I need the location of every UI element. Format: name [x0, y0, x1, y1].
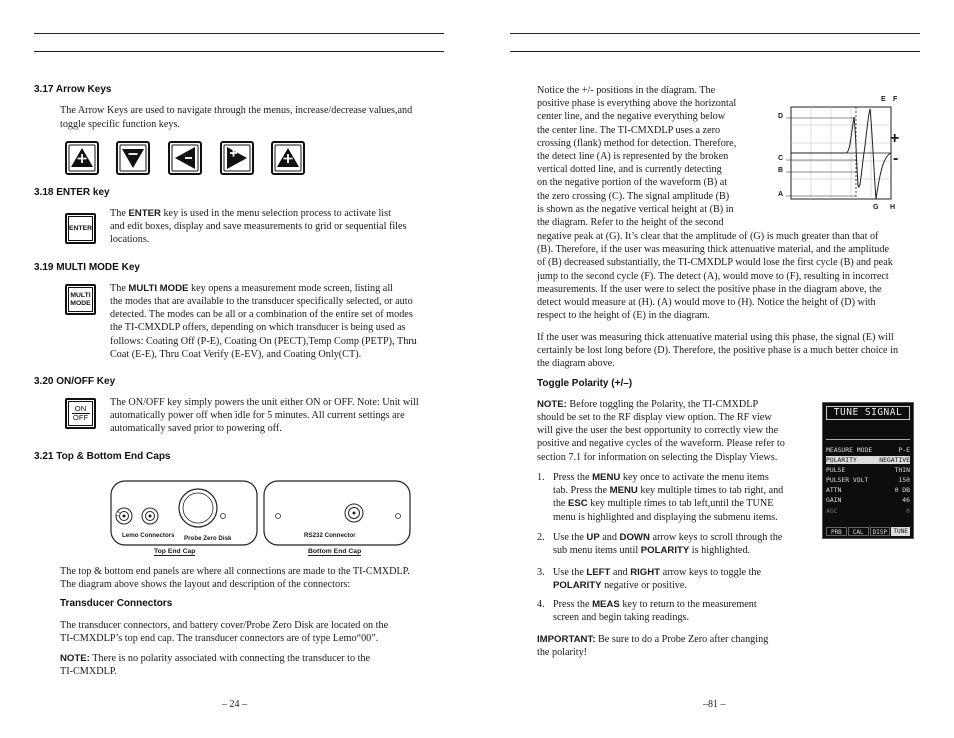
end-caps-text-1: The top & bottom end panels are where all connections are made to the TI-CMXDLP. — [60, 566, 410, 577]
probe-zero-disk-label: Probe Zero Disk — [184, 535, 232, 542]
wide-paragraph-line: jump to the second cycle (F). The detect (A), would move to (F), resulting in incorrect — [537, 270, 889, 282]
lcd-row-label: PULSER VOLT — [826, 476, 869, 484]
waveform-label-h: H — [890, 204, 896, 211]
lcd-row-label: PULSE — [826, 466, 846, 474]
right-arrow-key-icon — [220, 141, 254, 180]
toggle-note-line: should be set to the RF display view option. The RF view — [537, 412, 772, 423]
lcd-tab-cal: CAL — [848, 527, 869, 536]
second-paragraph-line: If the user was measuring thick attenuative material using this phase, the signal (E) will — [537, 332, 894, 343]
intro-line: the diagram. Refer to the height of the second — [537, 217, 724, 228]
section-heading-3-20: 3.20 ON/OFF Key — [34, 376, 116, 387]
step-number: 2. — [537, 532, 545, 543]
lcd-menu-row — [826, 507, 910, 515]
intro-line: the zero crossing (C). The signal amplitude (B) — [537, 190, 730, 202]
step-text-line: Use the UP and DOWN arrow keys to scroll through the — [553, 532, 783, 543]
intro-line: the center line. The TI-CMXDLP uses a zero — [537, 124, 721, 136]
waveform-label-f: F — [893, 96, 898, 103]
lcd-menu-row — [826, 476, 910, 484]
lcd-row-value: 150 — [898, 476, 910, 484]
lcd-menu-row — [826, 486, 910, 494]
multi-mode-key-icon — [65, 284, 96, 315]
lcd-row-label: ATTN — [826, 486, 842, 494]
lcd-tab-disp: DISP — [870, 527, 891, 536]
wide-paragraph-line: measurements. If the user were to select the positive phase in the diagram above, the — [537, 283, 882, 295]
step-text-line: Use the LEFT and RIGHT arrow keys to toggle the — [553, 567, 762, 578]
intro-line: center line, and the negative everything below — [537, 111, 726, 123]
step-text-line: Press the MEAS key to return to the measurement — [553, 599, 757, 610]
left-arrow-key-icon — [168, 141, 202, 180]
step-number: 1. — [537, 472, 545, 483]
lcd-menu-row — [826, 456, 910, 464]
toggle-polarity-heading: Toggle Polarity (+/–) — [537, 378, 633, 389]
on-off-text-2: automatically power off when idle for 5 minutes. All current settings are — [110, 410, 405, 421]
lcd-row-value: P-E — [898, 446, 910, 454]
intro-line: is shown as the negative vertical height at (B) in — [537, 203, 734, 215]
waveform-diagram — [776, 95, 916, 215]
important-line-2: the polarity! — [537, 647, 588, 658]
step-text-line: screen and begin taking readings. — [553, 612, 690, 624]
on-off-key-icon — [65, 398, 96, 429]
lcd-tab-tune: TUNE — [891, 527, 910, 536]
tune-signal-title: TUNE SIGNAL — [826, 406, 910, 420]
lcd-row-value: 46 — [902, 496, 910, 504]
multi-mode-text-4: the TI-CMXDLP offers, depending on which transducer is being used as — [110, 322, 406, 333]
transducer-note-1: NOTE: There is no polarity associated with connecting the transducer to the — [60, 653, 371, 664]
multi-mode-text-3: detected. The modes can be all or a combination of the entire set of modes — [110, 309, 413, 320]
page-number-right: –81 – — [703, 699, 726, 710]
header-rule-left-bottom — [34, 51, 444, 52]
on-off-text-3: automatically saved prior to powering off. — [110, 423, 282, 434]
lcd-menu-row — [826, 496, 910, 504]
wide-paragraph-line: of (B) decreased substantially, the TI-CMXDLP would lose the first cycle (B) and peak — [537, 257, 893, 269]
top-end-cap-label: Top End Cap — [154, 548, 196, 555]
arrow-keys-text-2: toggle specific function keys. — [60, 119, 180, 130]
multi-mode-text-6: Coat (E-E), Thru Coat Verify (E-EV), and Coating Only(CT). — [110, 349, 362, 360]
lcd-menu-row — [826, 446, 910, 454]
header-rule-right-top — [510, 33, 920, 34]
waveform-label-c: C — [778, 155, 784, 162]
end-caps-text-2: The diagram above shows the layout and description of the connectors: — [60, 579, 351, 590]
section-heading-3-18: 3.18 ENTER key — [34, 187, 110, 198]
enter-text-3: locations. — [110, 234, 150, 245]
step-text-line: Press the MENU key once to activate the menu items — [553, 472, 769, 483]
toggle-note-line: will give the user the best opportunity to correctly view the — [537, 425, 779, 437]
toggle-note-line: positive and negative cycles of the waveform. Please refer to — [537, 438, 785, 450]
step-text-line: POLARITY negative or positive. — [553, 580, 687, 592]
waveform-label-d: D — [778, 113, 784, 120]
lcd-row-label: GAIN — [826, 496, 842, 504]
bottom-end-cap-label: Bottom End Cap — [308, 548, 362, 555]
down-arrow-key-icon — [116, 141, 150, 180]
step-text-line: tab. Press the MENU key multiple times to tab right, and — [553, 485, 784, 497]
toggle-note-1: NOTE: Before toggling the Polarity, the TI-CMXDLP — [537, 399, 759, 410]
positive-phase-symbol: + — [890, 130, 900, 147]
lemo-connectors-label: Lemo Connectors — [122, 532, 175, 539]
second-paragraph-line: the diagram above. — [537, 358, 615, 370]
enter-text-1: The ENTER key is used in the menu selection process to activate list — [110, 208, 391, 219]
lcd-row-value: NEGATIVE — [879, 456, 910, 464]
waveform-label-g: G — [873, 204, 879, 211]
on-off-key-label-1: ON — [74, 404, 87, 413]
lcd-row-label: MEASURE MODE — [826, 446, 873, 454]
waveform-label-b: B — [778, 167, 784, 174]
tune-signal-screen — [822, 402, 914, 539]
lcd-row-value: 0 — [906, 507, 910, 515]
transducer-note-2: TI-CMXDLP. — [60, 666, 117, 677]
intro-line: positive phase is everything above the horizontal — [537, 98, 737, 110]
section-heading-3-19: 3.19 MULTI MODE Key — [34, 262, 140, 273]
end-caps-diagram — [110, 480, 440, 560]
enter-key-icon — [65, 213, 96, 244]
lcd-divider — [826, 439, 910, 440]
toggle-note-line: section 7.1 for information on selecting the Display Views. — [537, 451, 778, 463]
arrow-keys-text-1: The Arrow Keys are used to navigate through the menus, increase/decrease values,and — [60, 105, 413, 116]
on-off-key-label-2: OFF — [72, 413, 89, 422]
rs232-connector-label: RS232 Connector — [304, 532, 356, 539]
step-text-line: sub menu items until POLARITY is highlighted. — [553, 545, 751, 557]
step-number: 4. — [537, 599, 545, 610]
wide-paragraph-line: respect to the height of (E) in the diagram. — [537, 310, 710, 322]
multi-mode-key-label-2: MODE — [70, 299, 91, 307]
on-off-text-1: The ON/OFF key simply powers the unit either ON or OFF. Note: Unit will — [110, 397, 419, 408]
lcd-row-label: POLARITY — [826, 456, 857, 464]
step-number: 3. — [537, 567, 545, 578]
section-heading-3-17: 3.17 Arrow Keys — [34, 84, 112, 95]
lcd-tab-prb: PRB — [826, 527, 847, 536]
lcd-row-value: 0 DB — [894, 486, 910, 494]
intro-line: vertical dotted line, and is currently detecting — [537, 164, 722, 176]
header-rule-left-top — [34, 33, 444, 34]
second-paragraph-line: certainly be lost long before (D). Therefore, the positive phase is a much better choice in — [537, 345, 899, 357]
wide-paragraph-line: detect would measure at (H). (A) would move to (H). Notice the height of (D) with — [537, 297, 876, 308]
multi-mode-key-label-1: MULTI — [70, 291, 91, 299]
wide-paragraph-line: (B). Therefore, if the user was measuring thick attenuative material, and the amplitude — [537, 244, 890, 256]
intro-line: on the negative portion of the waveform (B) at — [537, 177, 728, 189]
header-rule-right-bottom — [510, 51, 920, 52]
multi-mode-text-5: follows: Coating Off (P-E), Coating On (PECT),Temp Comp (PETP), Thru — [110, 336, 417, 347]
intro-line: crossing (flank) method for detection. Therefore, — [537, 137, 737, 149]
step-text-line: the ESC key multiple times to tab left,until the TUNE — [553, 498, 774, 510]
lcd-menu-row — [826, 466, 910, 474]
enter-text-2: and edit boxes, display and save measurements to grid or sequential files — [110, 221, 407, 232]
transducer-connectors-heading: Transducer Connectors — [60, 598, 173, 609]
negative-phase-symbol: - — [893, 150, 899, 167]
intro-line: Notice the +/- positions in the diagram. The — [537, 85, 716, 96]
waveform-label-e: E — [881, 96, 886, 103]
step-text-line: menu is highlighted and displaying the submenu items. — [553, 511, 778, 523]
transducer-text-1: The transducer connectors, and battery cover/Probe Zero Disk are located on the — [60, 620, 389, 631]
multi-mode-text-1: The MULTI MODE key opens a measurement mode screen, listing all — [110, 283, 393, 294]
plus-up-arrow-key-icon-2 — [271, 141, 305, 180]
page-number-left: – 24 – — [222, 699, 247, 710]
enter-key-label: ENTER — [68, 224, 93, 232]
plus-up-arrow-key-icon — [65, 141, 99, 180]
transducer-text-2: TI-CMXDLP’s top end cap. The transducer connectors are of type Lemo“00”. — [60, 633, 379, 644]
important-line-1: IMPORTANT: Be sure to do a Probe Zero after changing — [537, 634, 769, 645]
intro-line: the detect line (A) is represented by the broken — [537, 151, 729, 162]
lcd-row-value: THIN — [894, 466, 910, 474]
section-heading-3-21: 3.21 Top & Bottom End Caps — [34, 451, 171, 462]
lcd-row-label: AGC — [826, 507, 838, 515]
wide-paragraph-line: negative peak at (G). It’s clear that the amplitude of (G) is much greater than that of — [537, 231, 879, 242]
waveform-label-a: A — [778, 191, 784, 198]
multi-mode-text-2: the modes that are available to the transducer specifically selected, or auto — [110, 296, 413, 307]
